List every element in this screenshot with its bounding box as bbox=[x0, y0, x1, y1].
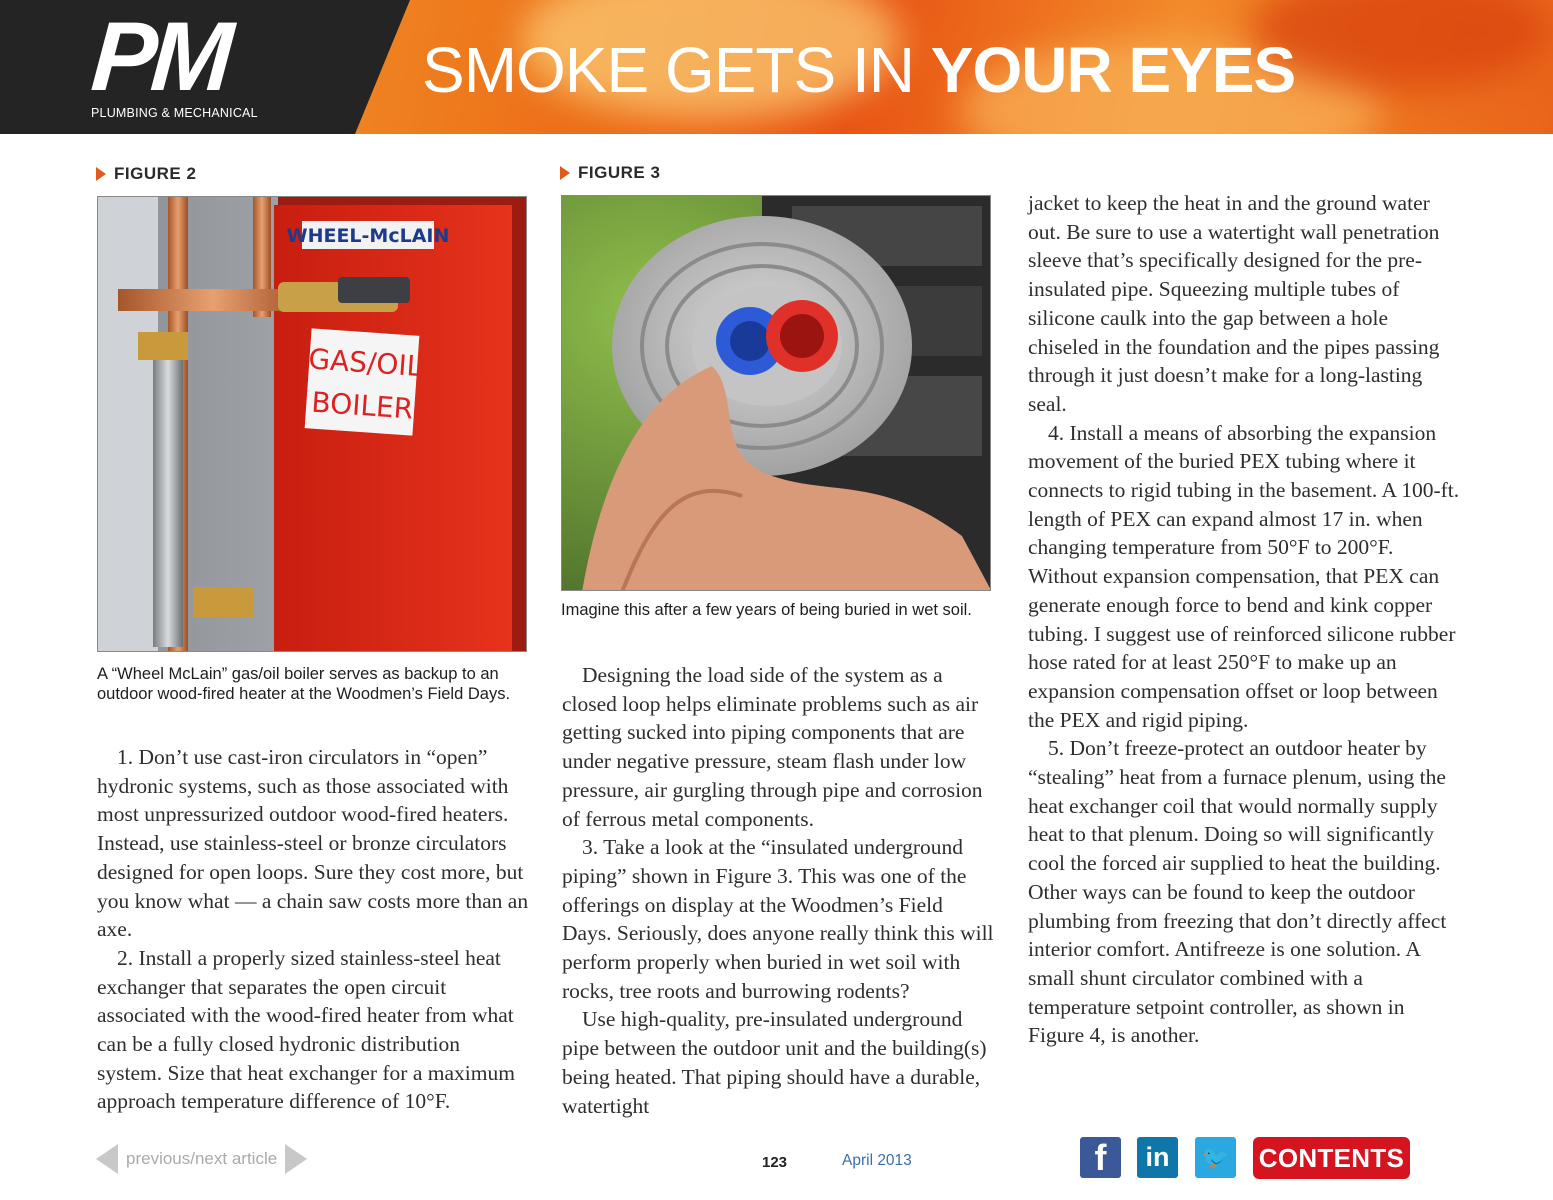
article-column-2 bbox=[562, 661, 994, 1120]
figure-3-photo bbox=[561, 195, 991, 591]
issue-date: April 2013 bbox=[842, 1152, 912, 1169]
figure-3-label bbox=[560, 163, 660, 183]
page-header bbox=[0, 0, 1553, 134]
twitter-icon[interactable]: 🐦 bbox=[1195, 1137, 1236, 1178]
figure-2-label-text: FIGURE 2 bbox=[114, 164, 197, 183]
paragraph: 2. Install a properly sized stainless-steel heat exchanger that separates the open circuit associated with the wood-fired heater from what can be a fully closed hydronic distribution system. Size that heat exchanger for a maximum approach temperature difference of 10°F. bbox=[97, 945, 515, 1114]
title-bold: YOUR EYES bbox=[930, 34, 1296, 106]
brand-label: WHEEL-McLAIN bbox=[286, 225, 450, 247]
paragraph: 4. Install a means of absorbing the expansion movement of the buried PEX tubing where it connects to rigid tubing in the basement. A 100-ft. length of PEX can expand almost 17 in. when changing temperature from 50°F to 200°F. Without expansion compensation, that PEX can generate enough force to bend and kink copper tubing. I suggest use of reinforced silicone rubber hose rated for at least 250°F to make up an expansion compensation offset or loop between the PEX and rigid piping. bbox=[1028, 420, 1460, 732]
next-arrow-icon[interactable] bbox=[285, 1144, 307, 1174]
paragraph: Designing the load side of the system as a closed loop helps eliminate problems such as air getting sucked into piping components that are under negative pressure, steam flash under low pressure, air gurgling through pipe and corrosion of ferrous metal components. bbox=[562, 663, 983, 831]
paragraph-continuation: jacket to keep the heat in and the ground water out. Be sure to use a watertight wall penetration sleeve that’s specifically designed for the pre-insulated pipe. Squeezing multiple tubes of silicone caulk into the gap between a hole chiseled in the foundation and the pipes passing through it just doesn’t make for a long-lasting seal. bbox=[1028, 191, 1440, 416]
figure-3-label-text: FIGURE 3 bbox=[578, 163, 661, 182]
paragraph: Use high-quality, pre-insulated underground pipe between the outdoor unit and the building(s) being heated. That piping should have a durable, watertight bbox=[562, 1007, 987, 1118]
article-column-1 bbox=[97, 743, 530, 1116]
contents-button[interactable]: CONTENTS bbox=[1253, 1137, 1410, 1179]
boiler-photo-illustration bbox=[98, 197, 527, 652]
triangle-bullet-icon bbox=[96, 167, 106, 181]
paragraph: 1. Don’t use cast-iron circulators in “open” hydronic systems, such as those associated with most unpressurized outdoor wood-fired heaters. Instead, use stainless-steel or bronze circulators designed for open loops. Sure they cost more, but you know what — a chain saw costs more than an axe. bbox=[97, 745, 529, 942]
previous-arrow-icon[interactable] bbox=[96, 1144, 118, 1174]
article-column-3 bbox=[1028, 189, 1462, 1050]
triangle-bullet-icon bbox=[560, 166, 570, 180]
figure-2-caption: A “Wheel McLain” gas/oil boiler serves as backup to an outdoor wood-fired heater at the Woodmen’s Field Days. bbox=[97, 665, 511, 703]
logo[interactable]: PM bbox=[88, 1, 231, 111]
paragraph: 3. Take a look at the “insulated underground piping” shown in Figure 3. This was one of the offerings on display at the Woodmen’s Field Days. Seriously, does anyone really think this will perform properly when buried in wet soil with rocks, tree roots and burrowing rodents? bbox=[562, 835, 994, 1003]
paragraph: 5. Don’t freeze-protect an outdoor heater by “stealing” heat from a furnace plenum, using the heat exchanger coil that would normally supply heat to that plenum. Doing so will significantly cool the forced air supplied to heat the building. Other ways can be found to keep the outdoor plumbing from freezing that don’t directly affect interior comfort. Antifreeze is one solution. A small shunt circulator combined with a temperature setpoint controller, as shown in Figure 4, is another. bbox=[1028, 736, 1447, 1048]
previous-next-nav bbox=[96, 1143, 307, 1175]
sign-line-2: BOILER bbox=[310, 385, 415, 426]
sign-line-1: GAS/OIL bbox=[307, 342, 424, 384]
article-title bbox=[422, 30, 1295, 110]
figure-2-label bbox=[96, 164, 196, 184]
facebook-icon[interactable]: f bbox=[1080, 1137, 1121, 1178]
linkedin-icon[interactable]: in bbox=[1137, 1137, 1178, 1178]
page-number: 123 bbox=[762, 1154, 788, 1171]
insulated-pipe-photo-illustration bbox=[562, 196, 991, 591]
figure-3-caption: Imagine this after a few years of being buried in wet soil. bbox=[561, 601, 972, 619]
previous-next-label[interactable]: previous/next article bbox=[126, 1149, 278, 1168]
figure-2-photo bbox=[97, 196, 527, 652]
logo-subtitle: PLUMBING & MECHANICAL bbox=[91, 106, 258, 120]
title-light: SMOKE GETS IN bbox=[422, 34, 931, 106]
